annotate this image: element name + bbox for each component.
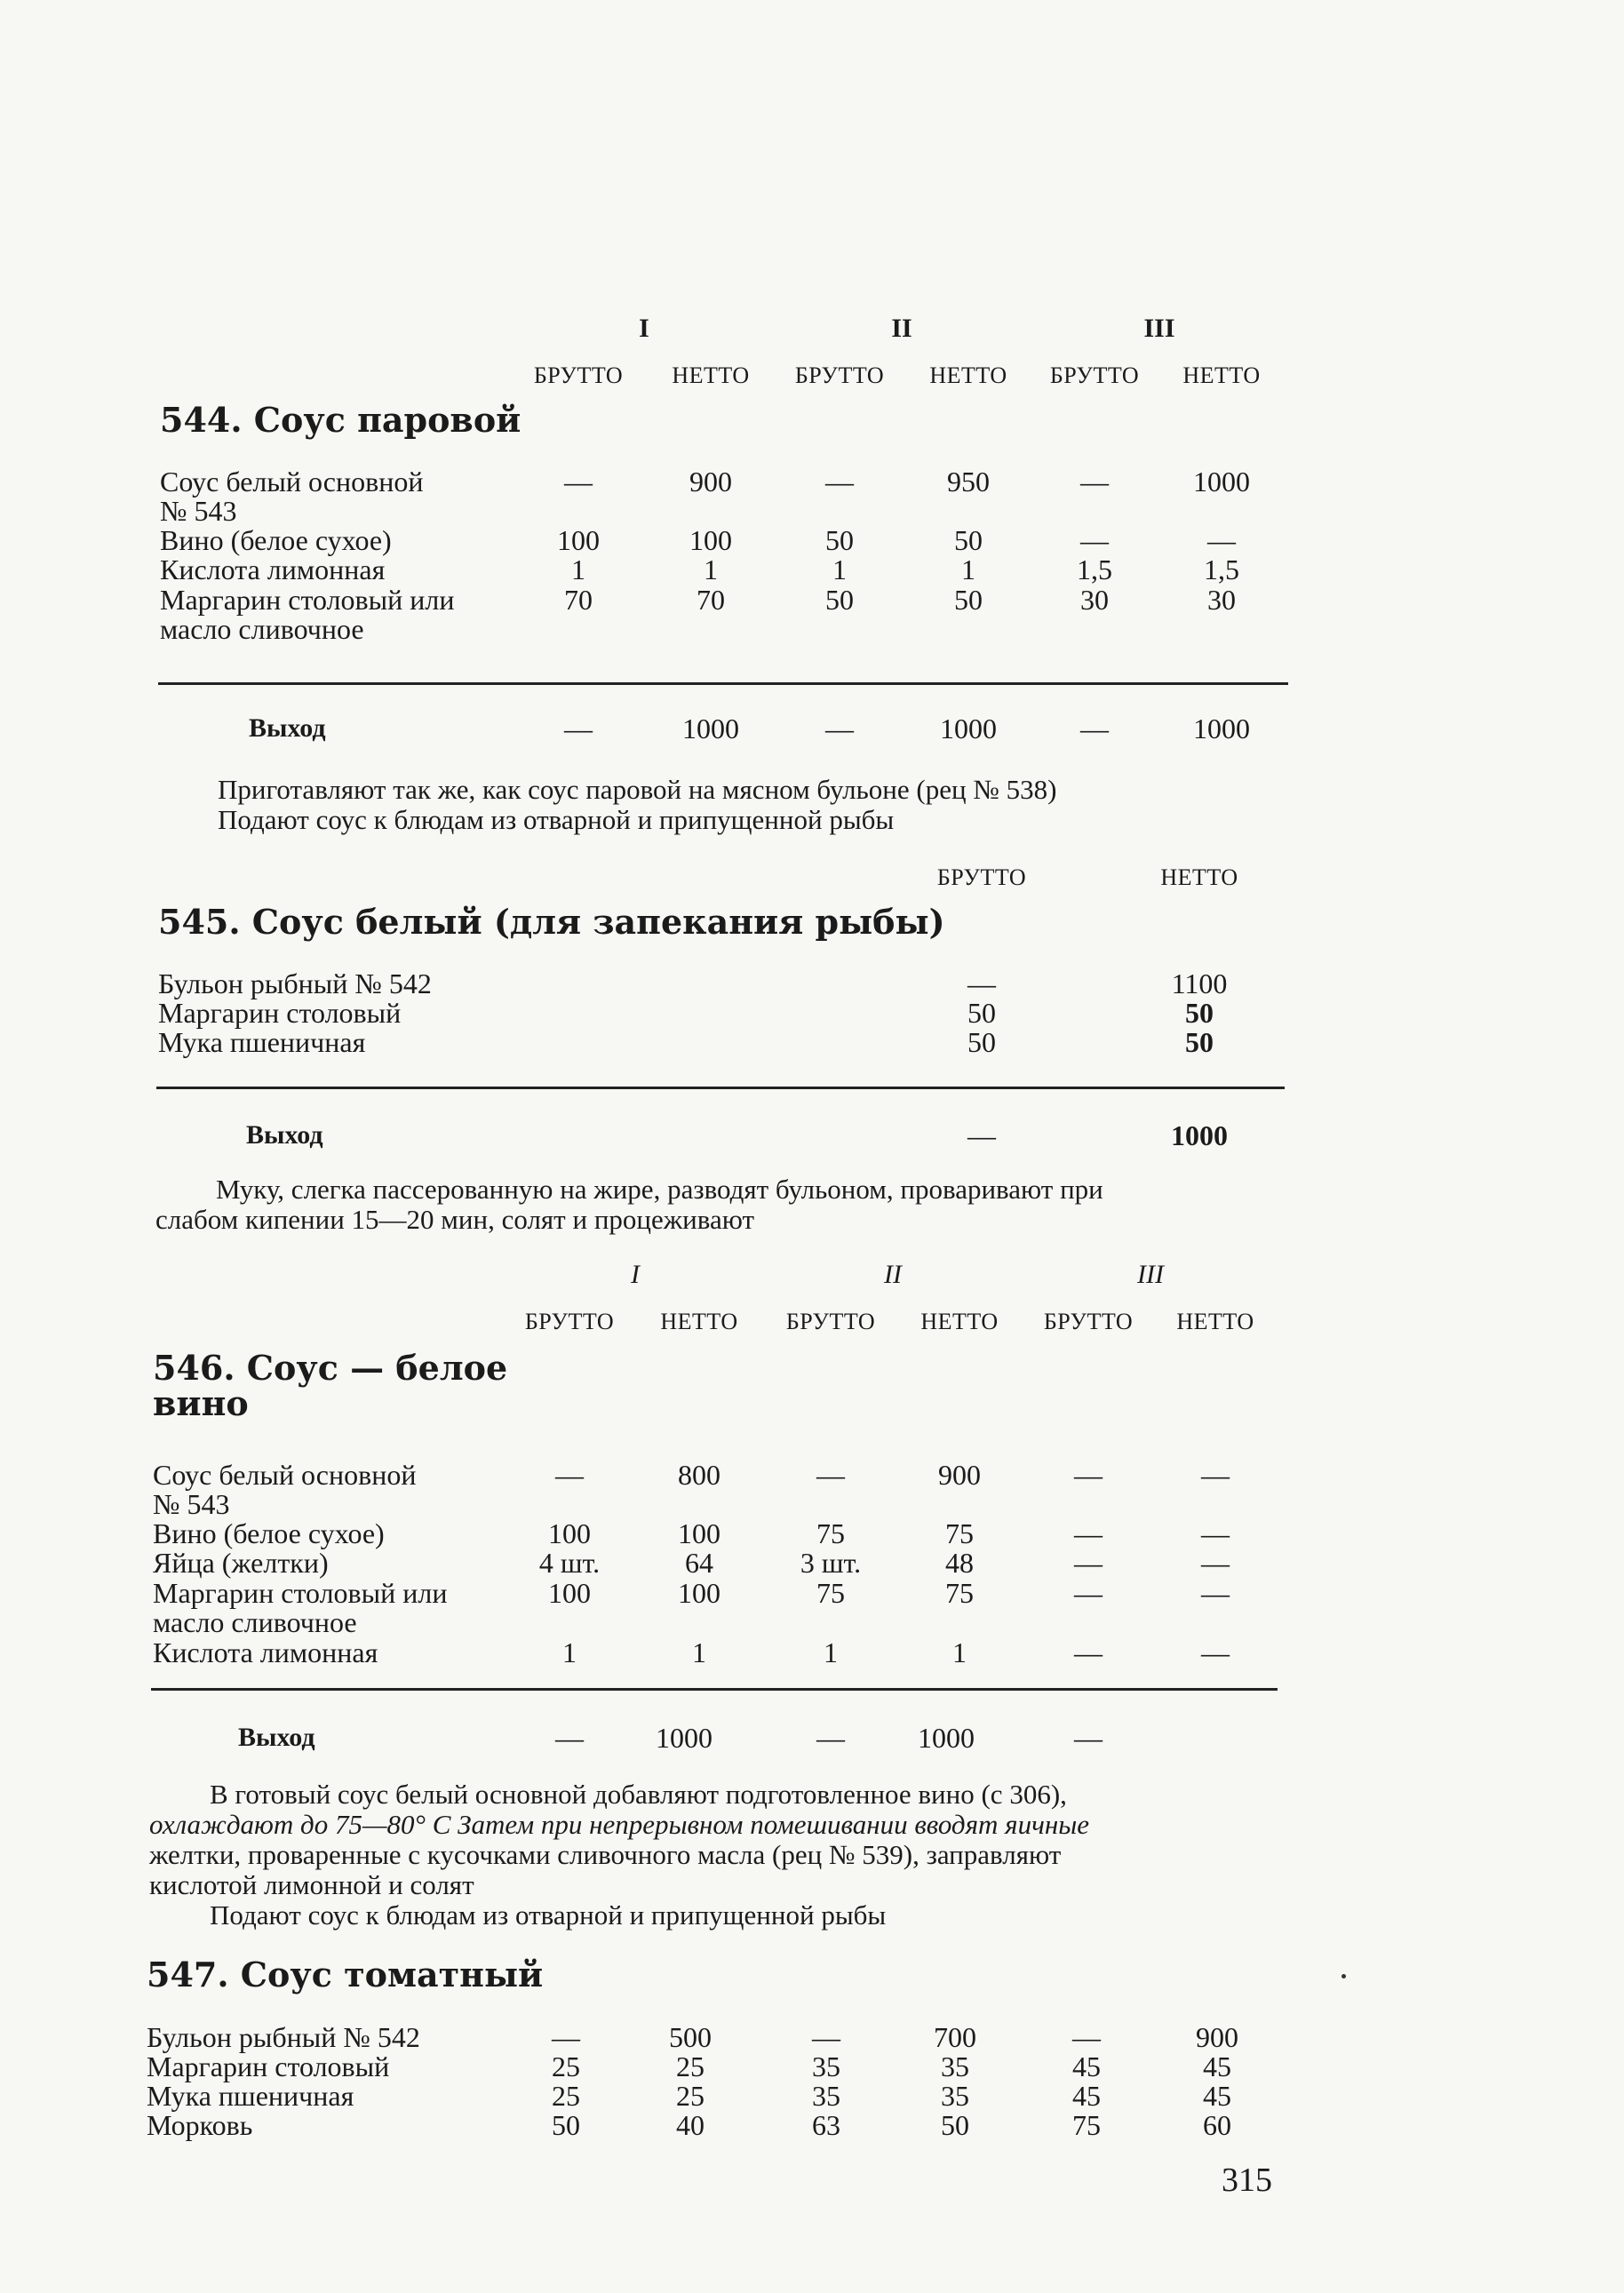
column-headers-546 xyxy=(0,1304,1624,1340)
yield-label: Выход xyxy=(249,713,326,743)
cell: 900 xyxy=(689,466,732,498)
cell: 50 xyxy=(967,1026,996,1058)
cell: 25 xyxy=(676,2080,705,2112)
cell: 35 xyxy=(812,2050,840,2082)
ingredient-label: Вино (белое сухое) xyxy=(160,524,392,556)
cell: 60 xyxy=(1203,2109,1231,2141)
cell: 50 xyxy=(825,524,854,556)
ingredient-label: Маргарин столовый или xyxy=(153,1577,448,1609)
cell: 950 xyxy=(947,466,990,498)
cell: 1 xyxy=(832,553,847,585)
cell: — xyxy=(1074,1459,1103,1491)
ingredient-label: Мука пшеничная xyxy=(147,2080,354,2112)
col-brutto: БРУТТО xyxy=(1043,1309,1134,1334)
cell: 900 xyxy=(938,1459,981,1491)
cell: 50 xyxy=(954,524,983,556)
cell: — xyxy=(812,2021,840,2053)
cell: — xyxy=(967,967,996,999)
cell: 1000 xyxy=(1193,466,1250,498)
col-brutto: БРУТТО xyxy=(1049,362,1140,388)
cell: — xyxy=(1074,1722,1103,1754)
text-line: Подают соус к блюдам из отварной и припущенной рыбы xyxy=(218,804,895,835)
col-brutto: БРУТТО xyxy=(524,1309,615,1334)
cell: 30 xyxy=(1207,584,1236,616)
yield-row xyxy=(0,711,1624,746)
cell: 50 xyxy=(552,2109,580,2141)
recipe-text-544 xyxy=(218,775,1279,835)
portion-III: III xyxy=(1137,1260,1164,1289)
cell: 1 xyxy=(824,1636,838,1668)
col-netto: НЕТТО xyxy=(920,1309,999,1334)
col-brutto: БРУТТО xyxy=(794,362,885,388)
cell: 45 xyxy=(1203,2080,1231,2112)
col-brutto: БРУТТО xyxy=(785,1309,876,1334)
yield-row xyxy=(0,1720,1624,1756)
yield-row xyxy=(0,1118,1624,1153)
cell: 70 xyxy=(697,584,725,616)
ingredient-label: масло сливочное xyxy=(160,613,364,645)
portion-I: I xyxy=(639,314,649,343)
cell: 64 xyxy=(685,1547,713,1579)
cell: 1100 xyxy=(1171,967,1228,999)
recipe-title-546-line2: вино xyxy=(153,1383,249,1423)
cell: 50 xyxy=(954,584,983,616)
cell: 25 xyxy=(552,2080,580,2112)
cell: 1000 xyxy=(1171,1119,1228,1151)
text-line: желтки, проваренные с кусочками сливочного масла (рец № 539), заправляют xyxy=(149,1839,1062,1870)
ingredient-label: Маргарин столовый или xyxy=(160,584,455,616)
column-headers-544 xyxy=(0,358,1624,394)
ingredient-label: Кислота лимонная xyxy=(153,1636,378,1668)
cell: 50 xyxy=(941,2109,969,2141)
ingredient-label: Маргарин столовый xyxy=(158,997,402,1029)
cell: 35 xyxy=(812,2080,840,2112)
cell: 35 xyxy=(941,2050,969,2082)
ingredient-label: Вино (белое сухое) xyxy=(153,1517,385,1549)
cell: — xyxy=(816,1722,845,1754)
text-line: кислотой лимонной и солят xyxy=(149,1869,474,1900)
cell: — xyxy=(825,466,854,498)
recipe-text-545 xyxy=(155,1174,1286,1235)
portion-I: I xyxy=(631,1260,640,1289)
cell: — xyxy=(564,713,593,744)
cell: — xyxy=(1080,524,1109,556)
col-brutto: БРУТТО xyxy=(533,362,624,388)
cell: 1 xyxy=(952,1636,967,1668)
cell: — xyxy=(1074,1577,1103,1609)
yield-label: Выход xyxy=(238,1723,315,1752)
cell: 100 xyxy=(689,524,732,556)
cell: 45 xyxy=(1203,2050,1231,2082)
cell: 1000 xyxy=(1193,713,1250,744)
cell: 50 xyxy=(1185,1026,1214,1058)
cell: — xyxy=(967,1119,996,1151)
text-line: В готовый соус белый основной добавляют подготовленное вино (с 306), xyxy=(210,1779,1067,1810)
cell: — xyxy=(1080,466,1109,498)
recipe-title-547: 547. Соус томатный xyxy=(147,1955,544,1994)
cell: 50 xyxy=(825,584,854,616)
cell: 50 xyxy=(1185,997,1214,1029)
ingredient-label: Соус белый основной xyxy=(153,1459,417,1491)
cell: 1 xyxy=(692,1636,706,1668)
cell: 63 xyxy=(812,2109,840,2141)
table-row-continuation xyxy=(0,611,1624,647)
portion-header-544 xyxy=(0,311,1624,346)
yield-label: Выход xyxy=(246,1120,323,1150)
ingredient-label: Бульон рыбный № 542 xyxy=(147,2021,420,2053)
column-headers-545 xyxy=(0,860,1624,896)
col-netto: НЕТТО xyxy=(1160,864,1238,890)
cell: 1 xyxy=(704,553,718,585)
col-netto: НЕТТО xyxy=(1182,362,1261,388)
portion-II: II xyxy=(891,314,912,343)
cell: 100 xyxy=(548,1517,591,1549)
divider xyxy=(156,1087,1285,1089)
cell: 75 xyxy=(1072,2109,1101,2141)
cell: 100 xyxy=(548,1577,591,1609)
col-netto: НЕТТО xyxy=(660,1309,738,1334)
cell: 75 xyxy=(816,1517,845,1549)
text-line: Муку, слегка пассерованную на жире, разводят бульоном, проваривают при xyxy=(216,1174,1103,1205)
table-row xyxy=(0,1635,1624,1670)
cell: — xyxy=(555,1459,584,1491)
recipe-text-546 xyxy=(149,1779,1279,1931)
recipe-title-546: 546. Соус — белое xyxy=(153,1348,508,1388)
cell: 1000 xyxy=(940,713,997,744)
col-netto: НЕТТО xyxy=(1176,1309,1254,1334)
cell: — xyxy=(564,466,593,498)
col-netto: НЕТТО xyxy=(929,362,1007,388)
cell: 45 xyxy=(1072,2080,1101,2112)
cell: — xyxy=(1201,1636,1230,1668)
col-netto: НЕТТО xyxy=(672,362,750,388)
col-brutto: БРУТТО xyxy=(936,864,1027,890)
cell: — xyxy=(1201,1547,1230,1579)
cell: — xyxy=(1201,1459,1230,1491)
cell: 70 xyxy=(564,584,593,616)
ingredient-label: Морковь xyxy=(147,2109,253,2141)
cell: 1000 xyxy=(682,713,739,744)
cell: 100 xyxy=(678,1517,720,1549)
ingredient-label: Кислота лимонная xyxy=(160,553,386,585)
text-line: охлаждают до 75—80° С Затем при непрерывном помешивании вводят яичные xyxy=(149,1809,1089,1840)
cell: 1 xyxy=(961,553,975,585)
table-row xyxy=(0,1024,1624,1060)
table-row xyxy=(0,2107,1624,2143)
cell: — xyxy=(1207,524,1236,556)
cell: 30 xyxy=(1080,584,1109,616)
divider xyxy=(158,682,1288,685)
cell: 35 xyxy=(941,2080,969,2112)
cell: 50 xyxy=(967,997,996,1029)
print-speck xyxy=(1341,1974,1346,1979)
cell: 45 xyxy=(1072,2050,1101,2082)
cell: — xyxy=(816,1459,845,1491)
recipe-title-545: 545. Соус белый (для запекания рыбы) xyxy=(158,902,945,942)
ingredient-label: масло сливочное xyxy=(153,1606,357,1638)
cell: 3 шт. xyxy=(800,1547,862,1579)
cell: — xyxy=(1074,1517,1103,1549)
cell: — xyxy=(1201,1517,1230,1549)
cell: 1,5 xyxy=(1204,553,1239,585)
cell: 75 xyxy=(945,1577,974,1609)
cell: 75 xyxy=(816,1577,845,1609)
cell: — xyxy=(825,713,854,744)
divider xyxy=(151,1688,1278,1691)
cell: 4 шт. xyxy=(538,1547,601,1579)
ingredient-label: Соус белый основной xyxy=(160,466,424,498)
cell: — xyxy=(1201,1577,1230,1609)
page-number: 315 xyxy=(1222,2162,1272,2199)
cell: 1,5 xyxy=(1077,553,1112,585)
text-line: Подают соус к блюдам из отварной и припущенной рыбы xyxy=(210,1899,887,1931)
cell: 500 xyxy=(669,2021,712,2053)
cell: — xyxy=(1080,713,1109,744)
ingredient-label: Маргарин столовый xyxy=(147,2050,390,2082)
text-line: Приготавляют так же, как соус паровой на мясном бульоне (рец № 538) xyxy=(218,774,1057,805)
cell: 1 xyxy=(571,553,585,585)
cell: — xyxy=(555,1722,584,1754)
cell: 48 xyxy=(945,1547,974,1579)
cell: — xyxy=(1072,2021,1101,2053)
cell: 75 xyxy=(945,1517,974,1549)
cell: — xyxy=(1074,1547,1103,1579)
ingredient-label: № 543 xyxy=(153,1488,230,1520)
cell: 25 xyxy=(552,2050,580,2082)
ingredient-label: Яйца (желтки) xyxy=(153,1547,329,1579)
cell: 40 xyxy=(676,2109,705,2141)
cell: 100 xyxy=(557,524,600,556)
cell: 900 xyxy=(1196,2021,1238,2053)
cell: — xyxy=(1074,1636,1103,1668)
ingredient-label: № 543 xyxy=(160,495,237,527)
portion-III: III xyxy=(1143,314,1175,343)
recipe-title-544: 544. Соус паровой xyxy=(160,400,521,440)
cell: 800 xyxy=(678,1459,720,1491)
cell: 100 xyxy=(678,1577,720,1609)
cell: 25 xyxy=(676,2050,705,2082)
portion-II: II xyxy=(884,1260,902,1289)
portion-header-546 xyxy=(0,1257,1624,1293)
ingredient-label: Бульон рыбный № 542 xyxy=(158,967,432,999)
text-line: слабом кипении 15—20 мин, солят и процеживают xyxy=(155,1204,755,1235)
cell: 1000 xyxy=(656,1722,712,1754)
cell: — xyxy=(552,2021,580,2053)
cell: 700 xyxy=(934,2021,976,2053)
cell: 1000 xyxy=(918,1722,975,1754)
cell: 1 xyxy=(562,1636,577,1668)
ingredient-label: Мука пшеничная xyxy=(158,1026,366,1058)
